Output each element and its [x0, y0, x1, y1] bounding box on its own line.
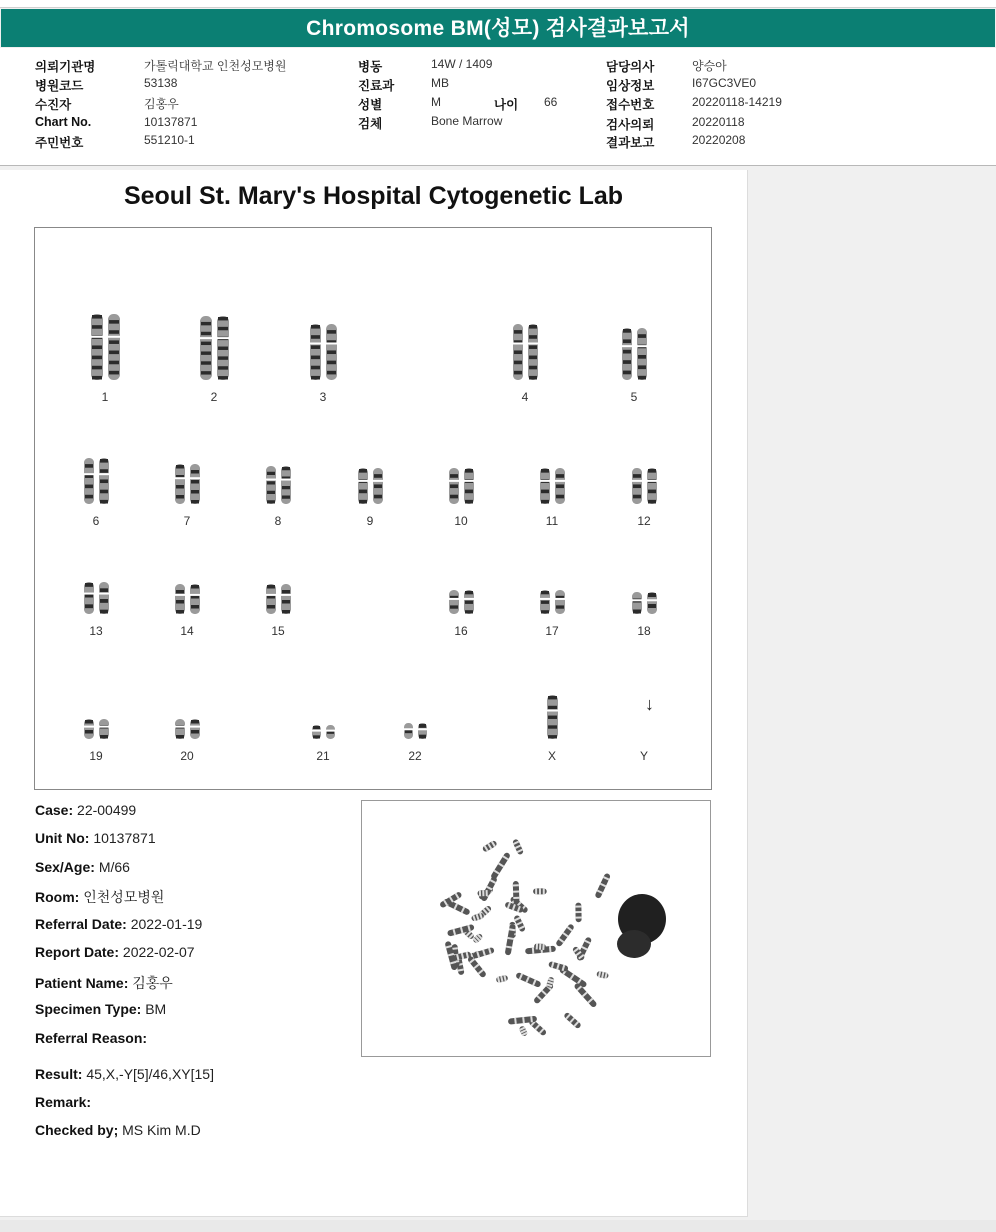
missing-y-arrow-icon: ↓ — [645, 694, 654, 714]
label-request-date: 검사의뢰 — [606, 118, 655, 132]
value-hospital-code: 53138 — [144, 76, 178, 90]
label-clinical-info: 임상정보 — [606, 79, 655, 93]
chromosome-22 — [417, 723, 427, 739]
chromosome-label-2: 2 — [210, 390, 218, 404]
chromosome-22 — [403, 723, 413, 739]
chromosome-label-5: 5 — [630, 390, 638, 404]
metaphase-chromosome — [563, 1012, 582, 1030]
field-referral-date: Referral Date: 2022-01-19 — [35, 916, 203, 932]
chromosome-pair-4 — [511, 322, 540, 382]
metaphase-chromosome — [555, 923, 575, 947]
chromosome-3 — [325, 324, 337, 380]
metaphase-chromosome — [515, 972, 542, 988]
metaphase-chromosome — [477, 890, 489, 896]
metaphase-chromosome — [533, 888, 547, 894]
chromosome-label-22: 22 — [408, 749, 422, 763]
lab-title: Seoul St. Mary's Hospital Cytogenetic Lab — [123, 182, 624, 210]
label-patient: 수진자 — [35, 98, 72, 112]
page-bottom-margin — [0, 1220, 996, 1232]
field-report-date: Report Date: 2022-02-07 — [35, 944, 195, 960]
metaphase-chromosome — [548, 961, 569, 972]
metaphase-chromosome — [467, 955, 487, 978]
chromosome-pair-11 — [538, 466, 567, 506]
chromosome-4 — [512, 324, 523, 380]
chromosome-label-12: 12 — [637, 514, 651, 528]
metaphase-chromosome — [534, 943, 546, 950]
report-title: Chromosome BM(성모) 검사결과보고서 — [1, 9, 995, 47]
chromosome-label-9: 9 — [366, 514, 374, 528]
label-specimen: 검체 — [358, 117, 383, 131]
chromosome-label-7: 7 — [183, 514, 191, 528]
chromosome-15 — [265, 584, 276, 614]
chromosome-pair-13 — [82, 580, 111, 616]
chromosome-16 — [448, 590, 459, 614]
value-result-date: 20220208 — [692, 133, 746, 147]
chromosome-11 — [539, 468, 550, 504]
chromosome-19 — [83, 719, 94, 739]
metaphase-chromosome — [513, 881, 520, 904]
chromosome-17 — [554, 590, 565, 614]
chromosome-21 — [311, 725, 321, 739]
chromosome-label-13: 13 — [89, 624, 103, 638]
chromosome-label-6: 6 — [92, 514, 100, 528]
patient-info-header — [0, 48, 996, 166]
field-referral-reason: Referral Reason: — [35, 1030, 148, 1046]
value-age: 66 — [544, 95, 558, 109]
chromosome-pair-15 — [264, 582, 293, 616]
value-chart-no: 10137871 — [144, 115, 198, 129]
chromosome-pair-9 — [356, 466, 385, 506]
chromosome-3 — [309, 324, 321, 380]
chromosome-pair-20 — [173, 717, 202, 741]
chromosome-pair-14 — [173, 582, 202, 616]
field-room: Room: 인천성모병원 — [35, 889, 165, 905]
metaphase-chromosome — [594, 873, 611, 900]
chromosome-16 — [463, 590, 474, 614]
chromosome-5 — [636, 328, 647, 380]
chromosome-label-10: 10 — [454, 514, 468, 528]
window-top-edge — [0, 0, 996, 8]
chromosome-label-16: 16 — [454, 624, 468, 638]
chromosome-15 — [280, 584, 291, 614]
chromosome-label-19: 19 — [89, 749, 103, 763]
value-physician: 양승아 — [692, 59, 727, 73]
chromosome-label-3: 3 — [319, 390, 327, 404]
chromosome-5 — [621, 328, 632, 380]
chromosome-label-4: 4 — [521, 390, 529, 404]
metaphase-spread — [362, 801, 710, 1056]
chromosome-7 — [174, 464, 185, 504]
interphase-nucleus — [617, 930, 651, 958]
chromosome-2 — [216, 316, 229, 380]
label-age: 나이 — [494, 98, 519, 112]
chromosome-13 — [98, 582, 109, 614]
chromosome-10 — [463, 468, 474, 504]
label-resident-no: 주민번호 — [35, 136, 84, 150]
value-receipt-no: 20220118-14219 — [692, 95, 782, 109]
metaphase-chromosome — [575, 903, 581, 923]
field-remark: Remark: — [35, 1094, 92, 1110]
chromosome-pair-6 — [82, 456, 111, 506]
chromosome-pair-12 — [630, 466, 659, 506]
metaphase-chromosome — [490, 852, 511, 881]
chromosome-X — [546, 695, 558, 739]
chromosome-4 — [527, 324, 538, 380]
chromosome-label-Y: Y — [639, 749, 648, 763]
value-resident-no: 551210-1 — [144, 133, 195, 147]
chromosome-label-11: 11 — [545, 514, 559, 528]
value-clinical-info: I67GC3VE0 — [692, 76, 757, 90]
chromosome-pair-8 — [264, 464, 293, 506]
field-patient-name: Patient Name: 김홍우 — [35, 975, 173, 991]
chromosome-1 — [90, 314, 103, 380]
metaphase-image — [361, 800, 711, 1057]
chromosome-14 — [189, 584, 200, 614]
value-department: MB — [431, 76, 449, 90]
chromosome-14 — [174, 584, 185, 614]
chromosome-pair-10 — [447, 466, 476, 506]
metaphase-chromosome — [472, 933, 483, 944]
field-case: Case: 22-00499 — [35, 802, 137, 818]
chromosome-12 — [646, 468, 657, 504]
value-sex: M — [431, 95, 441, 109]
metaphase-chromosome — [471, 912, 485, 922]
field-specimen-type: Specimen Type: BM — [35, 1001, 167, 1017]
chromosome-9 — [372, 468, 383, 504]
chromosome-6 — [83, 458, 94, 504]
chromosome-pair-3 — [308, 322, 339, 382]
chromosome-pair-2 — [198, 314, 231, 382]
label-ward: 병동 — [358, 60, 383, 74]
chromosome-pair-21 — [310, 723, 337, 741]
chromosome-label-20: 20 — [180, 749, 194, 763]
chromosome-1 — [107, 314, 120, 380]
chromosome-pair-5 — [620, 326, 649, 382]
chromosome-pair-X — [545, 693, 560, 741]
metaphase-chromosome — [472, 947, 495, 959]
chromosome-19 — [98, 719, 109, 739]
chromosome-label-21: 21 — [316, 749, 330, 763]
chromosome-label-1: 1 — [101, 390, 109, 404]
chromosome-pair-1 — [89, 312, 122, 382]
metaphase-chromosome — [512, 838, 524, 855]
chromosome-8 — [280, 466, 291, 504]
karyotype-panel — [34, 227, 712, 790]
field-unit-no: Unit No: 10137871 — [35, 830, 156, 846]
chromosome-20 — [189, 719, 200, 739]
chromosome-label-14: 14 — [180, 624, 194, 638]
value-ward: 14W / 1409 — [431, 57, 493, 71]
chromosome-18 — [631, 592, 642, 614]
chromosome-20 — [174, 719, 185, 739]
label-requesting-institution: 의뢰기관명 — [35, 60, 96, 74]
label-hospital-code: 병원코드 — [35, 79, 84, 93]
metaphase-chromosome — [596, 971, 609, 979]
chromosome-2 — [199, 316, 212, 380]
label-physician: 담당의사 — [606, 60, 655, 74]
value-patient: 김홍우 — [144, 97, 179, 111]
chromosome-pair-16 — [447, 588, 476, 616]
chromosome-12 — [631, 468, 642, 504]
chromosome-pair-7 — [173, 462, 202, 506]
field-result: Result: 45,X,-Y[5]/46,XY[15] — [35, 1066, 214, 1082]
metaphase-chromosome — [480, 876, 498, 902]
field-checked-by: Checked by; MS Kim M.D — [35, 1122, 201, 1138]
metaphase-chromosome — [496, 975, 509, 983]
chromosome-pair-18 — [630, 590, 659, 616]
value-specimen: Bone Marrow — [431, 114, 503, 128]
chromosome-label-15: 15 — [271, 624, 285, 638]
chromosome-label-17: 17 — [545, 624, 559, 638]
chromosome-label-8: 8 — [274, 514, 282, 528]
label-department: 진료과 — [358, 79, 395, 93]
chromosome-17 — [539, 590, 550, 614]
value-request-date: 20220118 — [692, 115, 745, 129]
field-sex-age: Sex/Age: M/66 — [35, 859, 130, 875]
chromosome-pair-22 — [402, 721, 429, 741]
chromosome-18 — [646, 592, 657, 614]
chromosome-8 — [265, 466, 276, 504]
chromosome-label-X: X — [547, 749, 556, 763]
chromosome-11 — [554, 468, 565, 504]
value-requesting-institution: 가톨릭대학교 인천성모병원 — [144, 59, 287, 73]
chromosome-9 — [357, 468, 368, 504]
chromosome-6 — [98, 458, 109, 504]
metaphase-chromosome — [518, 1025, 528, 1037]
cytogenetic-report — [0, 170, 748, 1217]
chromosome-label-18: 18 — [637, 624, 651, 638]
label-chart-no: Chart No. — [35, 115, 92, 129]
chromosome-7 — [189, 464, 200, 504]
chromosome-21 — [325, 725, 335, 739]
label-receipt-no: 접수번호 — [606, 98, 655, 112]
chromosome-pair-19 — [82, 717, 111, 741]
metaphase-chromosome — [482, 840, 498, 853]
label-result-date: 결과보고 — [606, 136, 655, 150]
chromosome-pair-17 — [538, 588, 567, 616]
chromosome-13 — [83, 582, 94, 614]
metaphase-chromosome — [505, 924, 516, 956]
label-sex: 성별 — [358, 98, 383, 112]
chromosome-10 — [448, 468, 459, 504]
